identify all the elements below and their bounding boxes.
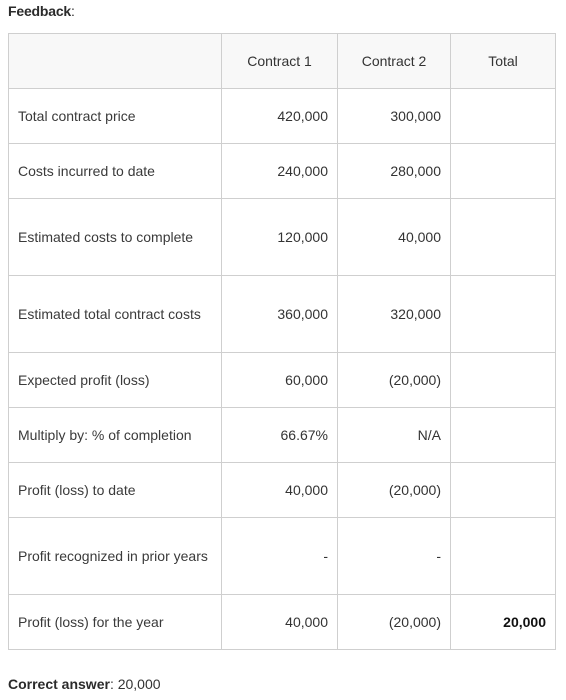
contract-2-cell: 300,000 [338, 89, 451, 144]
feedback-heading-text: Feedback [8, 3, 71, 19]
row-label: Profit recognized in prior years [9, 518, 222, 595]
contract-1-cell: 360,000 [222, 276, 338, 353]
total-cell [451, 89, 556, 144]
contract-2-cell: N/A [338, 408, 451, 463]
contract-1-cell: 240,000 [222, 144, 338, 199]
table-row [9, 518, 556, 595]
table-row [9, 276, 556, 353]
correct-answer [8, 676, 161, 692]
contract-1-cell: 40,000 [222, 595, 338, 650]
contract-2-cell: 280,000 [338, 144, 451, 199]
total-cell [451, 276, 556, 353]
table-row [9, 595, 556, 650]
contract-1-cell: 120,000 [222, 199, 338, 276]
contract-1-cell: 66.67% [222, 408, 338, 463]
total-cell [451, 353, 556, 408]
row-label: Expected profit (loss) [9, 353, 222, 408]
row-label: Total contract price [9, 89, 222, 144]
table-row [9, 353, 556, 408]
row-label: Profit (loss) to date [9, 463, 222, 518]
row-label: Costs incurred to date [9, 144, 222, 199]
total-cell [451, 199, 556, 276]
contract-1-cell: 420,000 [222, 89, 338, 144]
contract-2-cell: (20,000) [338, 595, 451, 650]
total-cell [451, 408, 556, 463]
correct-answer-colon: : [109, 676, 114, 692]
contract-2-cell: 320,000 [338, 276, 451, 353]
table-row [9, 463, 556, 518]
feedback-heading [8, 3, 75, 19]
row-label: Estimated costs to complete [9, 199, 222, 276]
feedback-heading-colon: : [71, 3, 75, 19]
total-cell [451, 144, 556, 199]
table-row [9, 199, 556, 276]
header-cell-empty [9, 34, 222, 89]
contract-1-cell: - [222, 518, 338, 595]
contract-2-cell: (20,000) [338, 353, 451, 408]
correct-answer-value: 20,000 [117, 676, 161, 692]
correct-answer-label: Correct answer [8, 676, 110, 692]
total-cell [451, 518, 556, 595]
row-label: Estimated total contract costs [9, 276, 222, 353]
table-row [9, 89, 556, 144]
total-cell: 20,000 [451, 595, 556, 650]
contract-1-cell: 60,000 [222, 353, 338, 408]
contract-profit-table [8, 33, 556, 650]
contract-2-cell: - [338, 518, 451, 595]
contract-2-cell: 40,000 [338, 199, 451, 276]
row-label: Profit (loss) for the year [9, 595, 222, 650]
table-header-row [9, 34, 556, 89]
contract-1-cell: 40,000 [222, 463, 338, 518]
table-row [9, 144, 556, 199]
total-cell [451, 463, 556, 518]
header-cell-contract-1: Contract 1 [222, 34, 338, 89]
header-cell-contract-2: Contract 2 [338, 34, 451, 89]
table-row [9, 408, 556, 463]
row-label: Multiply by: % of completion [9, 408, 222, 463]
contract-2-cell: (20,000) [338, 463, 451, 518]
header-cell-total: Total [451, 34, 556, 89]
